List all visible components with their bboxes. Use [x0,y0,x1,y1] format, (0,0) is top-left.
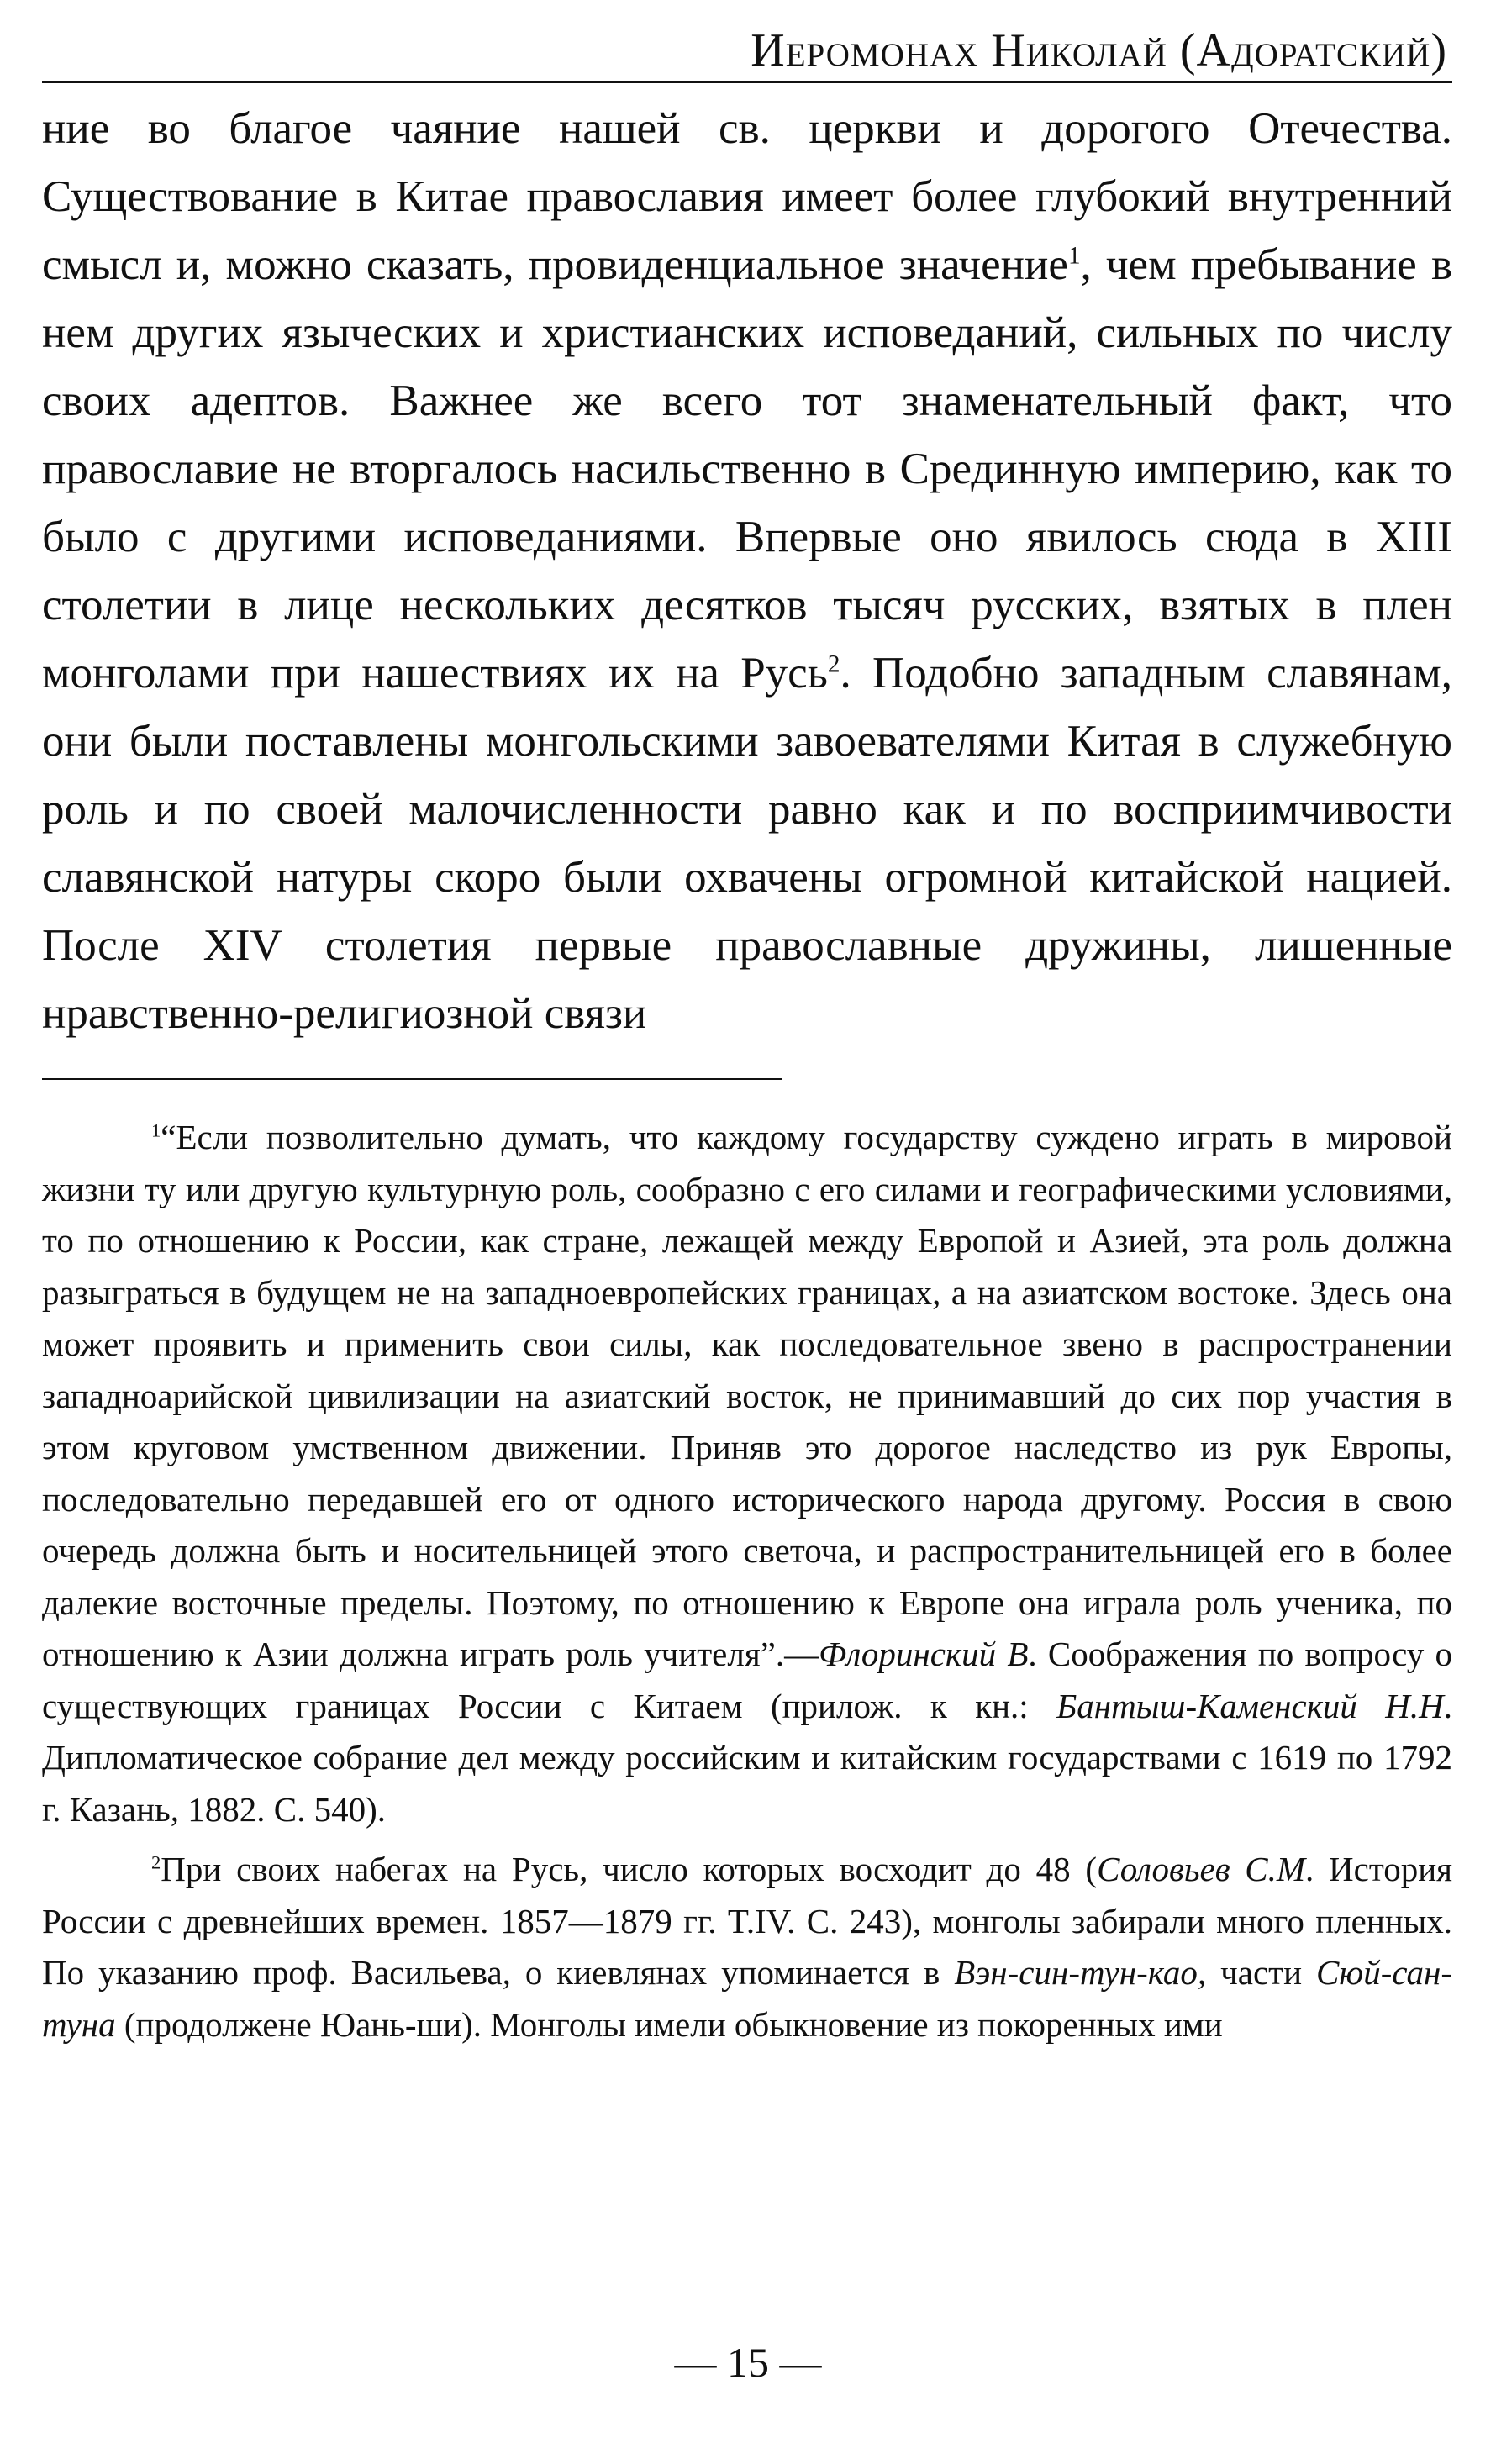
footnote-text: (продолжене Юань-ши). Монголы имели обыкновение из покоренных ими [115,2004,1223,2044]
footnote-2 [42,1844,1452,2051]
footnote-text: части [1206,1953,1316,1992]
footnote-text: “Если позволительно думать, что каждому государству суждено играть в мировой жизни ту или другую культурную роль, сообразно с его силами и географическими условиями, то по отношению к России, как стране, лежащей между Европой и Азией, эта роль должна разыграться в будущем не на западноевропейских границах, а на азиатском востоке. Здесь она может проявить и применить свои силы, как последовательное звено в распространении западноарийской цивилизации на азиатский восток, не принимавший до сих пор участия в этом круговом умственном движении. Приняв это дорогое наследство из рук Европы, последовательно передавшей его от одного исторического народа другому. Россия в свою очередь должна быть и носительницей этого светоча, и распространительницей его в более далекие восточные пределы. Поэтому, по отношению к Европе она играла роль ученика, по отношению к Азии должна играть роль учителя”.— [42,1118,1452,1673]
footnote-source: Вэн-син-тун-као, [954,1953,1207,1992]
footnotes [42,1112,1452,2051]
footnote-author: Бантыш-Каменский Н.Н [1056,1686,1444,1725]
main-text [42,95,1452,1048]
page-number: — 15 — [674,2339,822,2386]
footnote-text: . История России с древнейших времен. 1857—1879 гг. T.IV. С. 243), монголы забирали много пленных. По указанию проф. Васильева, о киевлянах упоминается в [42,1850,1453,1992]
body-text-segment: , чем пребывание в нем других языческих и христианских исповеданий, сильных по числу своих адептов. Важнее же всего тот знаменательный факт, что православие не вторгалось насильственно в Срединную империю, как то было с другими исповеданиями. Впервые оно явилось сюда в XIII столетии в лице нескольких десятков тысяч русских, взятых в плен монголами при нашествиях их на Русь [42,240,1452,698]
body-text-segment: ние во благое чаяние нашей св. церкви и дорогого Отечества. Существование в Китае православия имеет более глубокий внутренний смысл и, можно сказать, провиденциальное значение [42,104,1452,289]
footnote-author: Флоринский В [819,1635,1029,1673]
footnote-text: . Соображения по вопросу о существующих границах России с Китаем (прилож. к кн.: [42,1635,1452,1725]
footnote-text: . Дипломатическое собрание дел между российским и китайским государствами с 1619 по 1792 г. Казань, 1882. С. 540). [42,1686,1453,1829]
body-text-segment: . Подобно западным славянам, они были поставлены монгольскими завоевателями Китая в служебную роль и по своей малочисленности равно как и по восприимчивости славянской натуры скоро были охвачены огромной китайской нацией. После XIV столетия первые православные дружины, лишенные нравственно-религиозной связи [42,649,1453,1038]
footnote-source: Сюй-сан-туна [42,1953,1452,2044]
footnote-author: Соловьев С.М [1097,1850,1306,1888]
running-header [42,0,1452,83]
body-paragraph [42,95,1452,1048]
footnote-ref-2: 2 [827,650,840,678]
footnote-ref-1: 1 [1067,242,1081,270]
footnote-marker: 1 [151,1119,161,1141]
footnote-text: При своих набегах на Русь, число которых восходит до 48 ( [161,1850,1098,1888]
running-title: Иеромонах Николай (Адоратский) [751,24,1447,76]
footnote-marker: 2 [151,1851,161,1873]
footnote-separator [42,1078,782,1080]
footnote-1 [42,1112,1452,1835]
